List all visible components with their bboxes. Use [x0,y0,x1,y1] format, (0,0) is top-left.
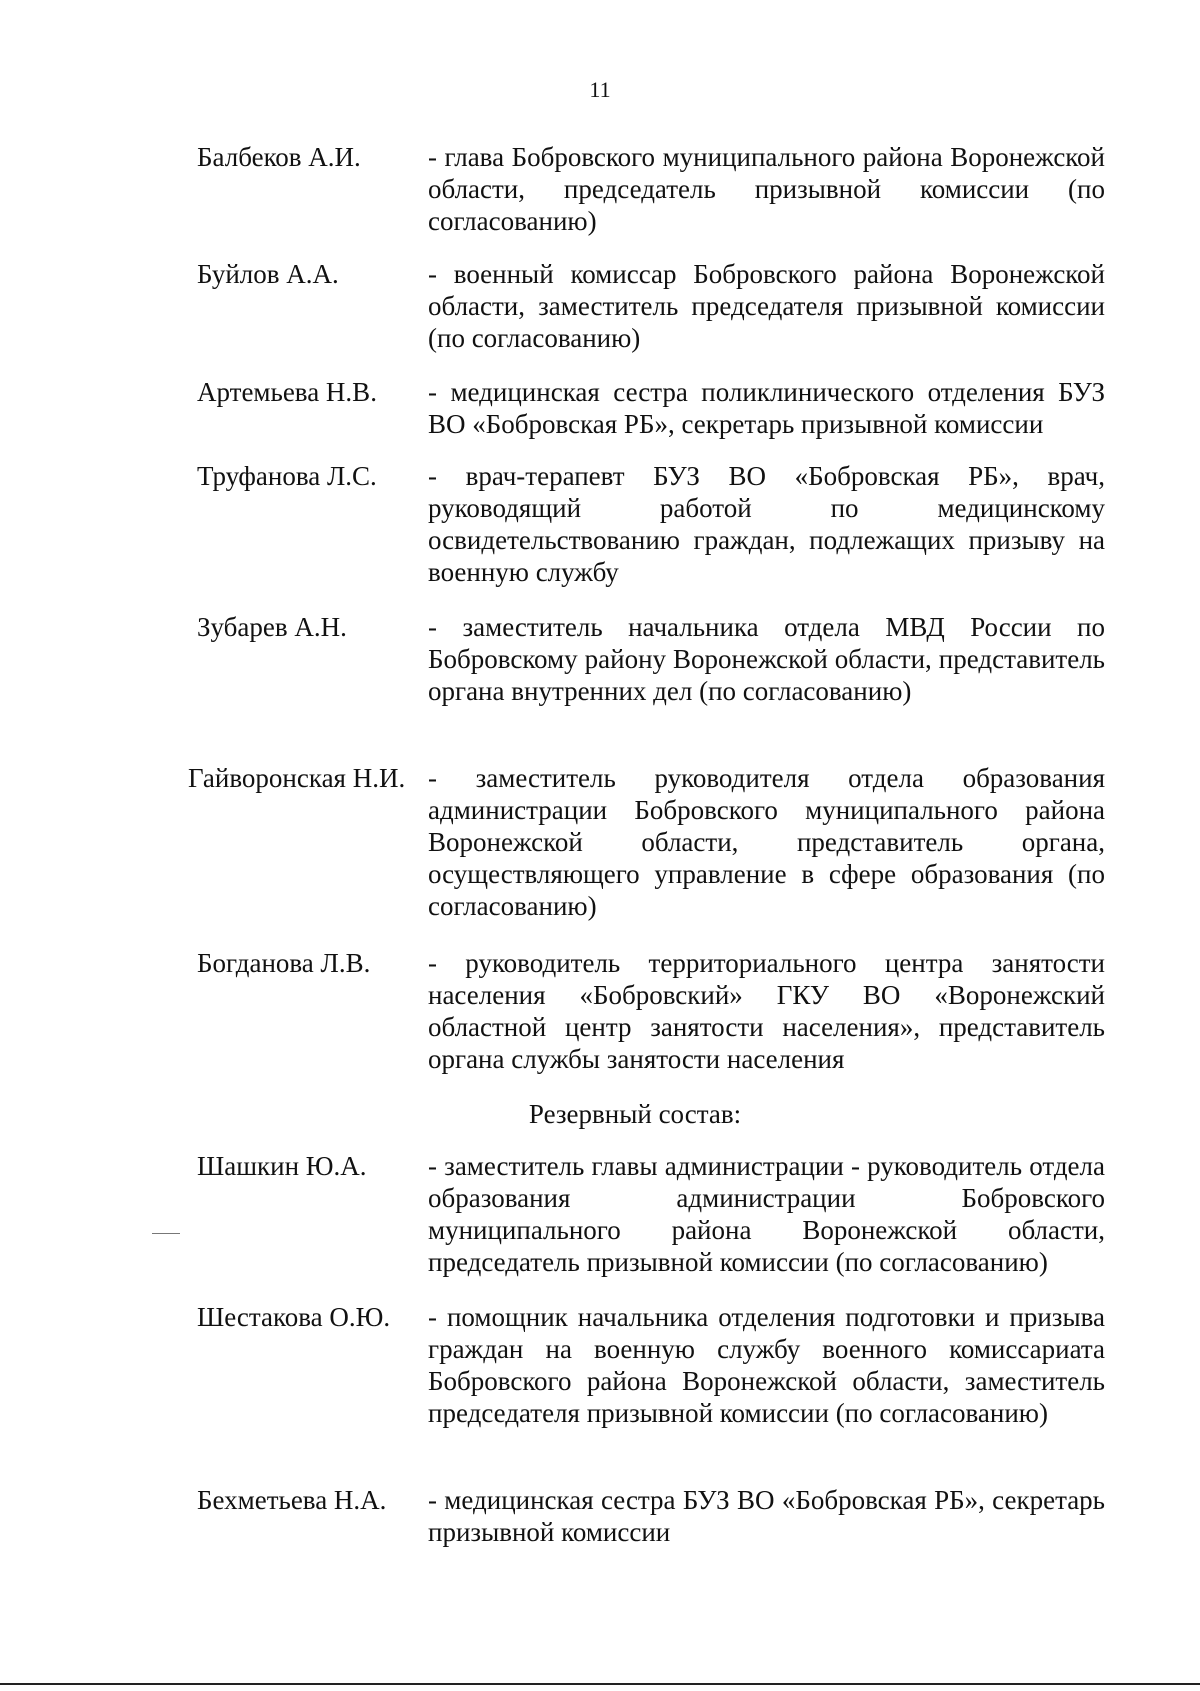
member-name: Богданова Л.В. [197,948,371,978]
member-name: Шестакова О.Ю. [197,1302,391,1332]
scan-margin-mark [152,1233,180,1234]
member-name: Труфанова Л.С. [197,461,377,491]
page-bottom-rule [0,1683,1200,1685]
member-description: - врач-терапевт БУЗ ВО «Бобровская РБ», врач, руководящий работой по медицинскому освидетельствованию граждан, подлежащих призыву на военную службу [428,461,1105,587]
member-name: Балбеков А.И. [197,142,361,172]
member-description: - медицинская сестра БУЗ ВО «Бобровская РБ», секретарь призывной комиссии [428,1485,1105,1547]
member-name: Артемьева Н.В. [197,377,377,407]
member-name: Зубарев А.Н. [197,612,347,642]
member-name: Гайворонская Н.И. [188,763,406,793]
member-name: Бехметьева Н.А. [197,1485,387,1515]
member-description: - руководитель территориального центра занятости населения «Бобровский» ГКУ ВО «Воронежский областной центр занятости населения», представитель органа службы занятости населения [428,948,1105,1074]
member-description: - помощник начальника отделения подготовки и призыва граждан на военную службу военного комиссариата Бобровского района Воронежской области, заместитель председателя призывной комиссии (по согласованию) [428,1302,1105,1428]
member-description: - глава Бобровского муниципального района Воронежской области, председатель призывной комиссии (по согласованию) [428,142,1105,236]
member-name: Буйлов А.А. [197,259,339,289]
member-description: - заместитель руководителя отдела образования администрации Бобровского муниципального района Воронежской области, представитель органа, осуществляющего управление в сфере образования (по согласованию) [428,763,1105,921]
member-description: - медицинская сестра поликлинического отделения БУЗ ВО «Бобровская РБ», секретарь призывной комиссии [428,377,1105,439]
page-number: 11 [589,77,611,102]
reserve-heading: Резервный состав: [528,1099,742,1129]
member-description: - заместитель главы администрации - руководитель отдела образования администрации Бобровского муниципального района Воронежской области, председатель призывной комиссии (по согласованию) [428,1151,1105,1277]
member-name: Шашкин Ю.А. [197,1151,367,1181]
member-description: - заместитель начальника отдела МВД России по Бобровскому району Воронежской области, представитель органа внутренних дел (по согласованию) [428,612,1105,706]
member-description: - военный комиссар Бобровского района Воронежской области, заместитель председателя призывной комиссии (по согласованию) [428,259,1105,353]
